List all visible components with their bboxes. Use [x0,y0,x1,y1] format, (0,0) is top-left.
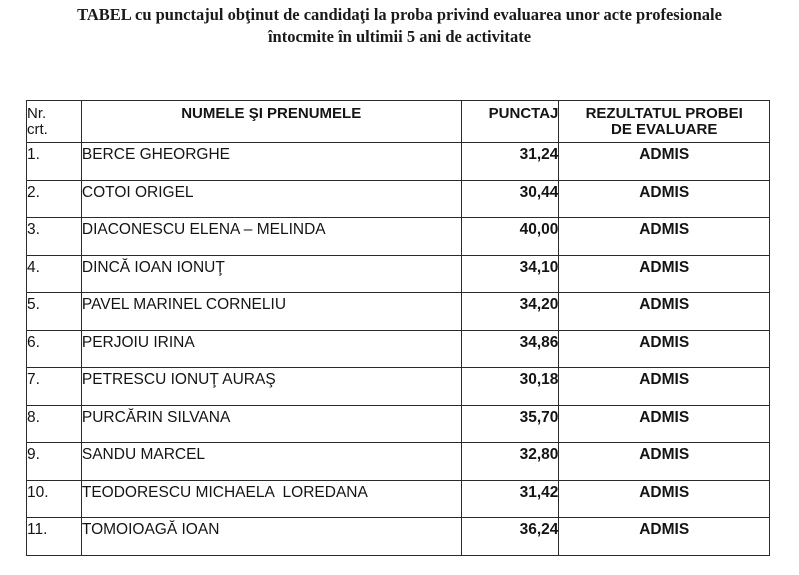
evaluation-result: ADMIS [559,180,770,218]
document-title-line-2: întocmite în ultimii 5 ani de activitate [267,27,532,46]
row-number: 6. [27,330,82,368]
results-table [26,100,770,556]
row-number: 2. [27,180,82,218]
table-header-row [27,101,770,143]
header-nr-line-1: Nr. [27,105,47,122]
row-number: 8. [27,405,82,443]
header-result [559,101,770,143]
candidate-score: 32,80 [461,443,559,481]
evaluation-result: ADMIS [559,255,770,293]
candidate-score: 34,86 [461,330,559,368]
row-number: 1. [27,143,82,181]
table-row [27,255,770,293]
header-result-line-2: DE EVALUARE [611,121,718,138]
candidate-score: 31,24 [461,143,559,181]
candidate-name: PURCĂRIN SILVANA [81,405,461,443]
candidate-name: PETRESCU IONUŢ AURAŞ [81,368,461,406]
table-row [27,180,770,218]
document-title-line-1: TABEL cu punctajul obţinut de candidaţi la proba privind evaluarea unor acte profesionale [77,5,722,24]
document-title [0,4,799,48]
row-number: 9. [27,443,82,481]
row-number: 4. [27,255,82,293]
candidate-name: BERCE GHEORGHE [81,143,461,181]
header-name: NUMELE ŞI PRENUMELE [81,101,461,143]
table-row [27,143,770,181]
header-nr-crt [27,101,82,143]
candidate-name: PAVEL MARINEL CORNELIU [81,293,461,331]
header-result-line-1: REZULTATUL PROBEI [585,105,743,122]
table-row [27,368,770,406]
table-row [27,330,770,368]
candidate-name: DIACONESCU ELENA – MELINDA [81,218,461,256]
evaluation-result: ADMIS [559,405,770,443]
row-number: 7. [27,368,82,406]
candidate-name: TOMOIOAGĂ IOAN [81,518,461,556]
table-row [27,480,770,518]
evaluation-result: ADMIS [559,480,770,518]
candidate-name: TEODORESCU MICHAELA LOREDANA [81,480,461,518]
candidate-name: SANDU MARCEL [81,443,461,481]
candidate-score: 34,10 [461,255,559,293]
row-number: 5. [27,293,82,331]
header-nr-line-2: crt. [27,121,48,138]
evaluation-result: ADMIS [559,518,770,556]
header-score: PUNCTAJ [461,101,559,143]
row-number: 3. [27,218,82,256]
table-row [27,405,770,443]
candidate-score: 36,24 [461,518,559,556]
row-number: 11. [27,518,82,556]
candidate-score: 35,70 [461,405,559,443]
candidate-name: DINCĂ IOAN IONUŢ [81,255,461,293]
candidate-score: 31,42 [461,480,559,518]
evaluation-result: ADMIS [559,443,770,481]
evaluation-result: ADMIS [559,330,770,368]
table-row [27,218,770,256]
candidate-score: 34,20 [461,293,559,331]
evaluation-result: ADMIS [559,368,770,406]
candidate-score: 40,00 [461,218,559,256]
candidate-name: COTOI ORIGEL [81,180,461,218]
candidate-score: 30,18 [461,368,559,406]
evaluation-result: ADMIS [559,293,770,331]
evaluation-result: ADMIS [559,218,770,256]
candidate-score: 30,44 [461,180,559,218]
table-row [27,293,770,331]
row-number: 10. [27,480,82,518]
evaluation-result: ADMIS [559,143,770,181]
table-row [27,518,770,556]
table-row [27,443,770,481]
candidate-name: PERJOIU IRINA [81,330,461,368]
